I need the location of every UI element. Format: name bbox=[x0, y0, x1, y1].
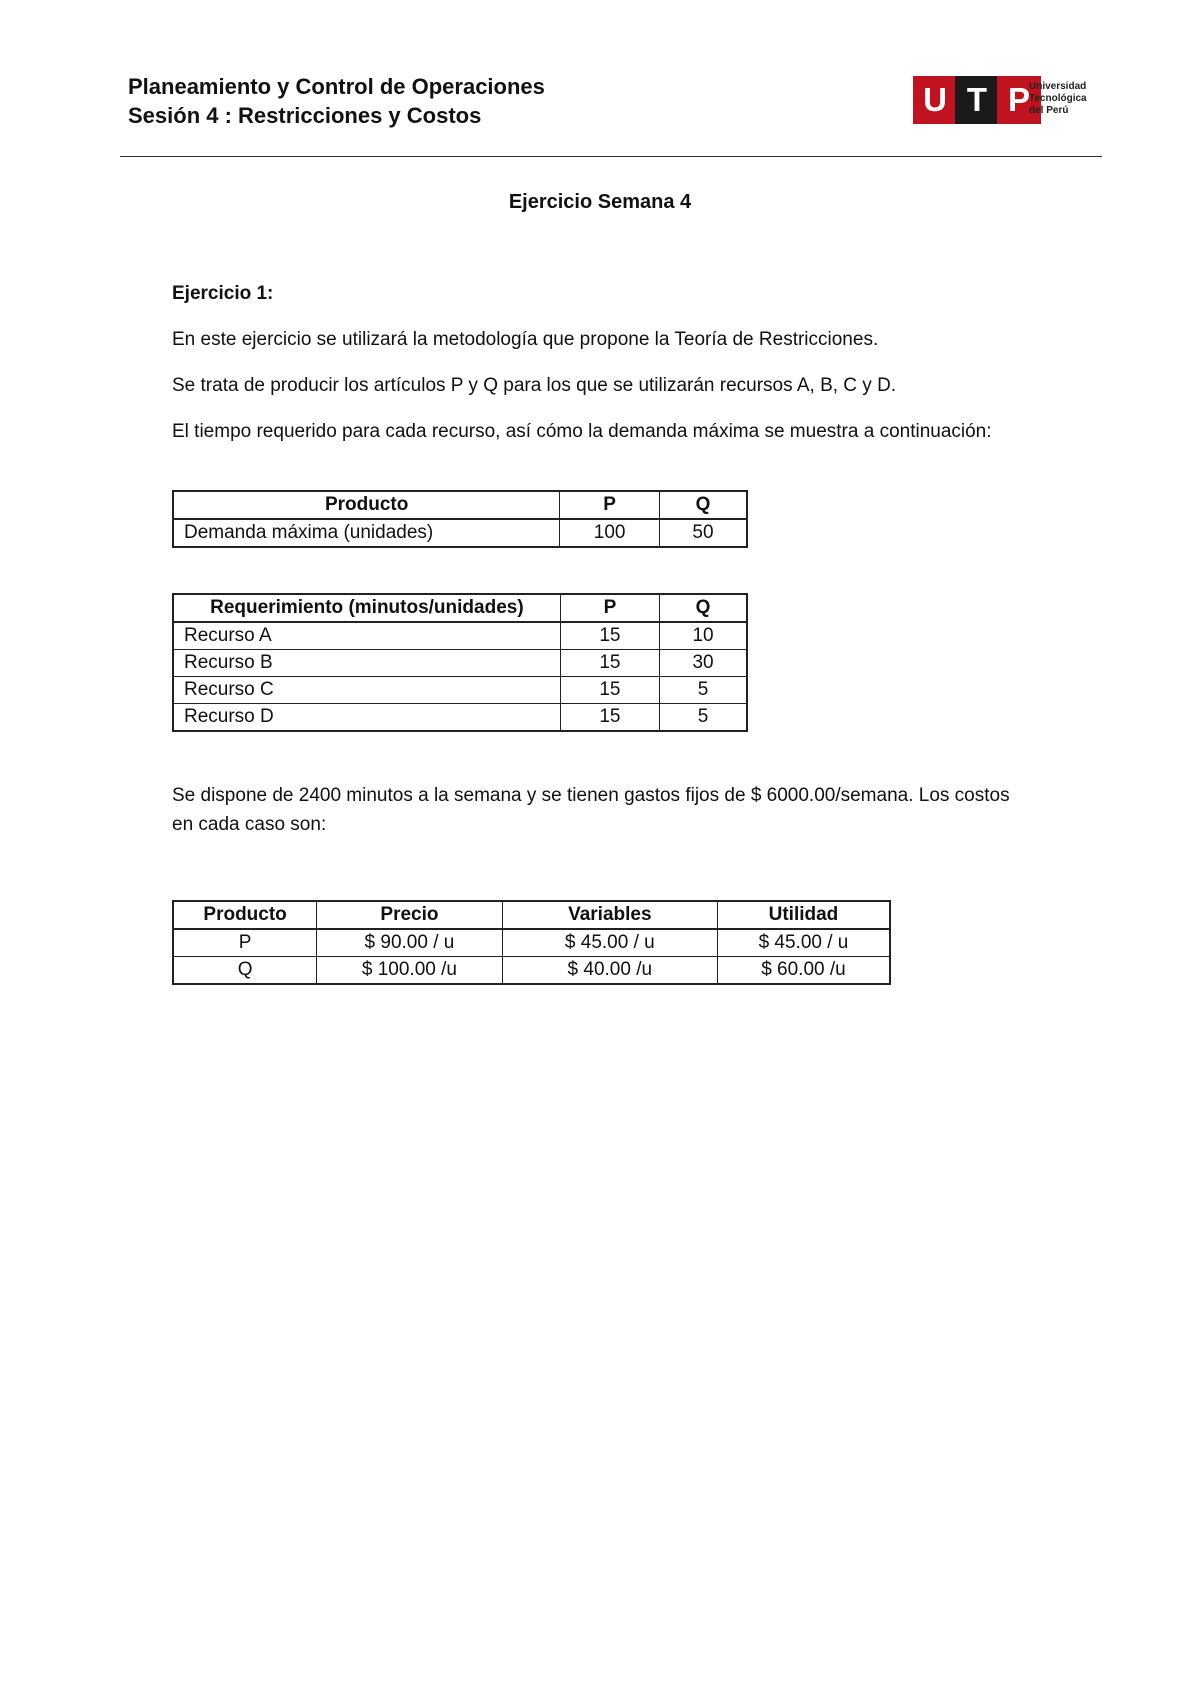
logo-letter-p: P bbox=[997, 76, 1041, 124]
table-cell: 30 bbox=[660, 650, 747, 677]
table-row bbox=[173, 929, 890, 957]
table-cell: Recurso C bbox=[173, 677, 560, 704]
table-header-cell: Producto bbox=[173, 901, 317, 929]
table-cell: 15 bbox=[560, 622, 659, 650]
paragraph: El tiempo requerido para cada recurso, así cómo la demanda máxima se muestra a continuación: bbox=[172, 421, 992, 442]
table-cell: $ 45.00 / u bbox=[502, 929, 717, 957]
table-header-cell: Producto bbox=[173, 491, 560, 519]
document-title: Ejercicio Semana 4 bbox=[508, 191, 692, 213]
table-header-cell: Q bbox=[659, 491, 747, 519]
table-cell: 10 bbox=[660, 622, 747, 650]
table-cell: Demanda máxima (unidades) bbox=[173, 519, 560, 547]
header-subtitle: Sesión 4 : Restricciones y Costos bbox=[128, 103, 482, 128]
table-cell: P bbox=[173, 929, 317, 957]
logo-letter-t: T bbox=[955, 76, 999, 124]
logo-text-line: Tecnológica bbox=[1029, 93, 1087, 104]
table-cell: $ 100.00 /u bbox=[317, 957, 502, 985]
table-row bbox=[173, 622, 747, 650]
table-cell: 15 bbox=[560, 704, 659, 732]
table-header-cell: Variables bbox=[502, 901, 717, 929]
table-cell: 100 bbox=[560, 519, 660, 547]
utp-logo bbox=[913, 76, 1087, 124]
table-cell: 15 bbox=[560, 650, 659, 677]
table-row bbox=[173, 677, 747, 704]
logo-text-line: del Perú bbox=[1029, 105, 1069, 116]
table-cell: $ 45.00 / u bbox=[717, 929, 890, 957]
table-cell: $ 40.00 /u bbox=[502, 957, 717, 985]
table-cell: $ 60.00 /u bbox=[717, 957, 890, 985]
requirement-table bbox=[172, 593, 748, 732]
header-title: Planeamiento y Control de Operaciones bbox=[128, 74, 545, 99]
table-header-row bbox=[173, 901, 890, 929]
table-header-cell: Requerimiento (minutos/unidades) bbox=[173, 594, 560, 622]
logo-text bbox=[1029, 81, 1089, 117]
paragraph: Se trata de producir los artículos P y Q para los que se utilizarán recursos A, B, C y D. bbox=[172, 375, 897, 396]
table-row bbox=[173, 519, 747, 547]
table-cell: 5 bbox=[660, 677, 747, 704]
table-cell: 15 bbox=[560, 677, 659, 704]
logo-letter-u: U bbox=[913, 76, 957, 124]
table-cell: Recurso A bbox=[173, 622, 560, 650]
table-cell: Recurso B bbox=[173, 650, 560, 677]
exercise-label: Ejercicio 1: bbox=[172, 283, 274, 304]
table-header-row bbox=[173, 594, 747, 622]
paragraph: En este ejercicio se utilizará la metodología que propone la Teoría de Restricciones. bbox=[172, 329, 879, 350]
table-header-cell: Utilidad bbox=[717, 901, 890, 929]
header-divider bbox=[120, 156, 1102, 157]
table-cell: 5 bbox=[660, 704, 747, 732]
table-row bbox=[173, 704, 747, 732]
paragraph: Se dispone de 2400 minutos a la semana y se tienen gastos fijos de $ 6000.00/semana. Los costos en cada caso son: bbox=[172, 785, 1010, 835]
table-cell: Q bbox=[173, 957, 317, 985]
logo-text-line: Universidad bbox=[1029, 81, 1087, 92]
table-cell: 50 bbox=[659, 519, 747, 547]
demand-table bbox=[172, 490, 748, 548]
cost-table bbox=[172, 900, 891, 985]
table-header-cell: Q bbox=[660, 594, 747, 622]
table-cell: Recurso D bbox=[173, 704, 560, 732]
table-header-cell: P bbox=[560, 491, 660, 519]
table-row bbox=[173, 957, 890, 985]
table-header-cell: P bbox=[560, 594, 659, 622]
table-cell: $ 90.00 / u bbox=[317, 929, 502, 957]
table-row bbox=[173, 650, 747, 677]
table-header-cell: Precio bbox=[317, 901, 502, 929]
table-header-row bbox=[173, 491, 747, 519]
